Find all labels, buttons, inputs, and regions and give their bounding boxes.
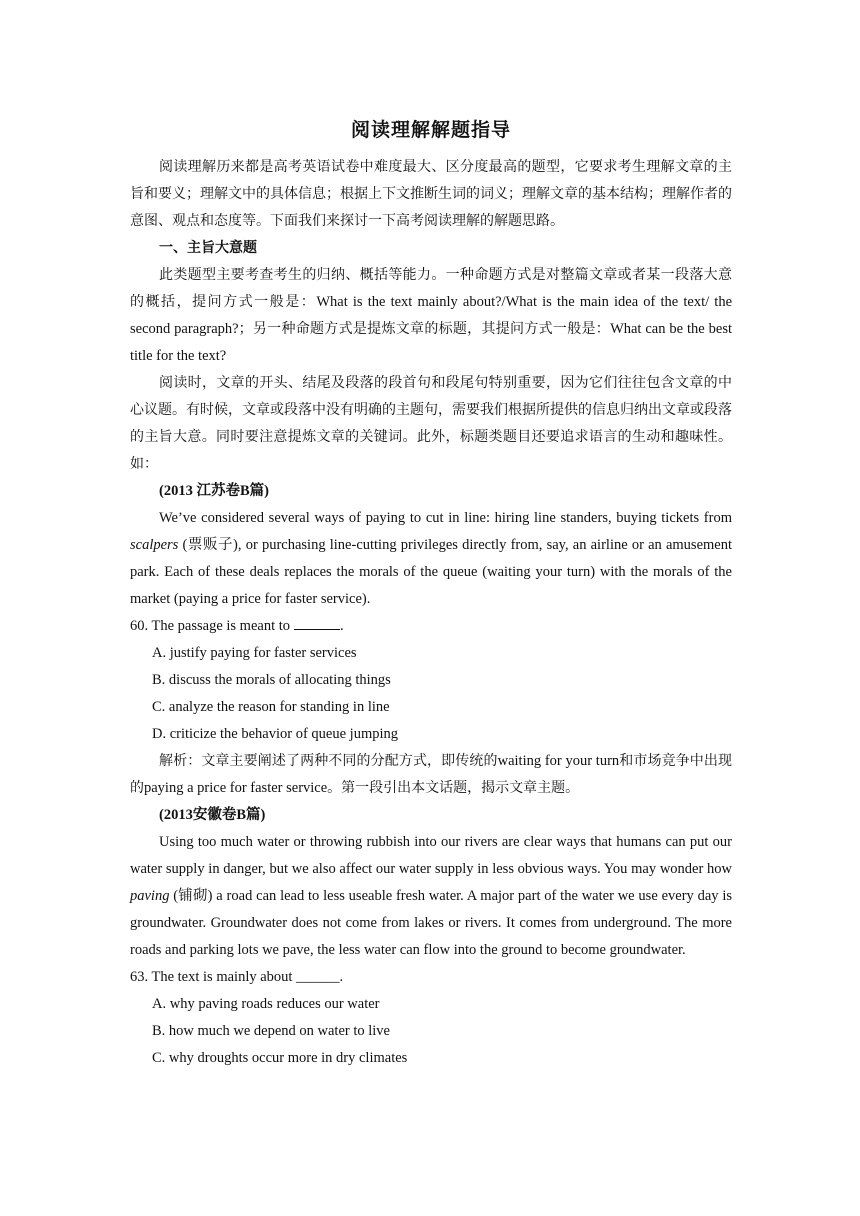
italic-term: scalpers (130, 537, 179, 553)
section-heading-main-idea: 一、主旨大意题 (159, 240, 257, 256)
intro-paragraph: 阅读理解历来都是高考英语试卷中难度最大、区分度最高的题型，它要求考生理解文章的主旨和要义；理解文中的具体信息；根据上下文推断生词的词义；理解文章的基本结构；理解作者的意图、观点和态度等。下面我们来探讨一下高考阅读理解的解题思路。 (130, 159, 732, 229)
text-fragment: Using too much water or throwing rubbish into our rivers are clear ways that humans can put our water supply in danger, but we also affect our water supply in less obvious ways. You may wonder how (130, 834, 732, 877)
example-passage-2 (130, 829, 732, 964)
analysis-label: 解析： (159, 753, 202, 769)
option-c: C. why droughts occur more in dry climates (152, 1050, 408, 1066)
text-fragment: waiting for your turn (497, 753, 620, 769)
text-fragment: 。第一段引出本文话题，揭示文章主题。 (327, 780, 580, 796)
text-fragment: ；另一种命题方式是提炼文章的标题，其提问方式一般是： (238, 321, 611, 337)
text-fragment: (票贩子), or purchasing line-cutting privileges directly from, say, an airline or an amusement park. Each of these deals replaces the morals of the queue (waiting your turn) with the morals of the market (paying a price for faster service). (130, 537, 732, 607)
section1-paragraph-1 (130, 262, 732, 370)
page-title: 阅读理解解题指导 (350, 119, 511, 141)
text-fragment: What can be the best title for the text? (130, 321, 732, 364)
text-fragment: 文章主要阐述了两种不同的分配方式，即传统的 (201, 753, 498, 769)
question-text: 60. The passage is meant to (130, 618, 291, 634)
text-fragment: 此类题型主要考查考生的归纳、概括等能力。一种命题方式是对整篇文章或者某一段落大意的概括，提问方式一般是： (130, 267, 732, 310)
question-60: 60. The passage is meant to . (130, 613, 732, 640)
option-b: B. discuss the morals of allocating things (152, 672, 391, 688)
example-source-2: (2013安徽卷B篇) (159, 807, 266, 823)
question-63: 63. The text is mainly about ______. (130, 969, 344, 985)
text-fragment: We’ve considered several ways of paying to cut in line: hiring line standers, buying tickets from (159, 510, 732, 526)
option-d: D. criticize the behavior of queue jumping (152, 726, 399, 742)
section1-paragraph-2: 阅读时，文章的开头、结尾及段落的段首句和段尾句特别重要，因为它们往往包含文章的中心议题。有时候，文章或段落中没有明确的主题句，需要我们根据所提供的信息归纳出文章或段落的主旨大意。同时要注意提炼文章的关键词。此外，标题类题目还要追求语言的生动和趣味性。如： (130, 375, 732, 472)
italic-term: paving (130, 888, 170, 904)
option-c: C. analyze the reason for standing in line (152, 699, 390, 715)
option-b: B. how much we depend on water to live (152, 1023, 390, 1039)
text-fragment: 和市场竞争中出现的 (130, 753, 733, 796)
option-a: A. justify paying for faster services (152, 645, 357, 661)
text-fragment: paying a price for faster service (144, 780, 328, 796)
analysis-paragraph (130, 748, 732, 802)
answer-blank (294, 615, 340, 630)
text-fragment: What is the text mainly about?/What is the main idea of the text/ the second paragraph? (130, 294, 733, 337)
option-a: A. why paving roads reduces our water (152, 996, 380, 1012)
text-fragment: (铺砌) a road can lead to less useable fresh water. A major part of the water we use every day is groundwater. Groundwater does not come from lakes or rivers. It comes from underground. The more roads and parking lots we pave, the less water can flow into the ground to become groundwater. (130, 888, 732, 958)
example-passage-1 (130, 505, 732, 613)
example-source-1: (2013 江苏卷B篇) (159, 483, 269, 499)
